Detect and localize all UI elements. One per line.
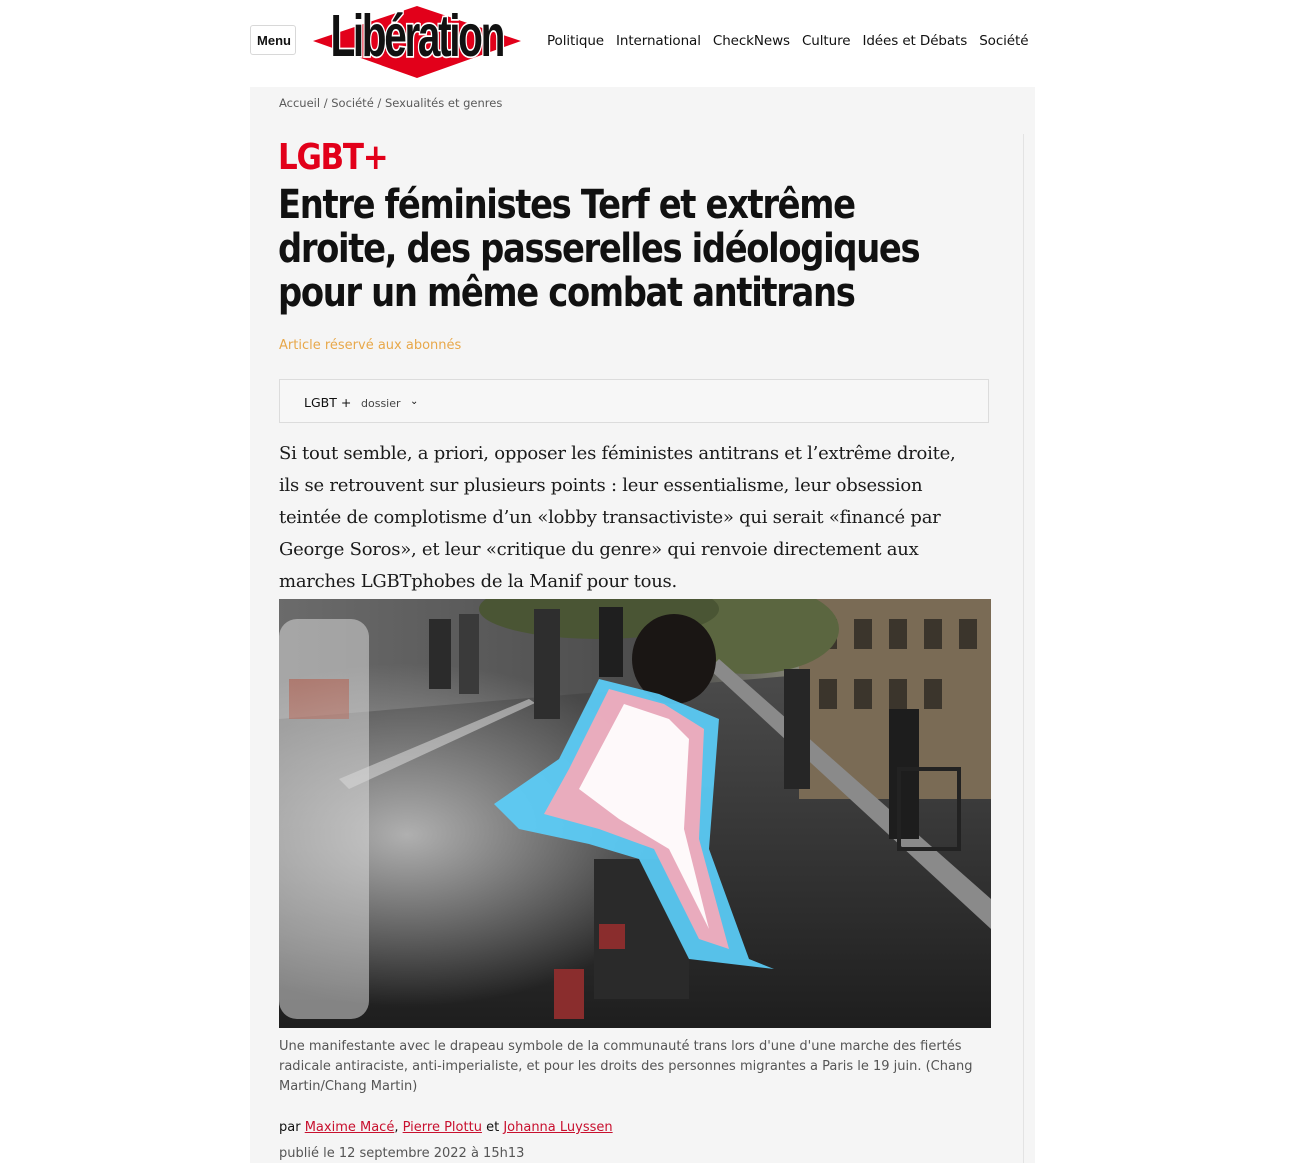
article-photo [279,599,991,1028]
publish-date: publié le 12 septembre 2022 à 15h13 [279,1146,525,1161]
nav-societe[interactable]: Société [979,33,1029,49]
nav-international[interactable]: International [616,33,701,49]
nav-idees-et-debats[interactable]: Idées et Débats [862,33,968,49]
article-lede: Si tout semble, a priori, opposer les féministes antitrans et l’extrême droite, ils se retrouvent sur plusieurs points : leur essentialisme, leur obsession teintée de complotisme d’un «lobby transactiviste» qui serait «financé par George Soros», et leur «critique du genre» qui renvoie directement aux marches LGBTphobes de la Manif pour tous. [279,443,956,592]
article-headline: Entre féministes Terf et extrême droite, des passerelles idéologiques pour un même combat antitrans [278,182,920,316]
nav-politique[interactable]: Politique [547,33,604,49]
breadcrumb[interactable]: Accueil / Société / Sexualités et genres [279,96,503,110]
dossier-selector[interactable] [279,379,989,423]
dossier-name: LGBT + [304,395,352,410]
menu-button[interactable]: Menu [250,25,296,55]
nav-checknews[interactable]: CheckNews [712,33,790,49]
chevron-down-icon: ⌄ [410,396,419,407]
byline-separator: , [394,1120,399,1135]
main-nav [547,33,1040,49]
photo-illustration [279,599,991,1028]
liberation-logo[interactable] [313,2,521,80]
author-link[interactable]: Pierre Plottu [402,1120,482,1135]
site-header [250,0,1035,84]
photo-caption: Une manifestante avec le drapeau symbole de la communauté trans lors d'une d'une marche des fiertés radicale antiraciste, anti-imperialiste, et pour les droits des personnes migrantes a Paris le 19 juin. (Chang Martin/Chang Martin) [279,1039,973,1094]
subscriber-note: Article réservé aux abonnés [279,338,462,353]
byline [279,1120,613,1135]
author-link[interactable]: Johanna Luyssen [503,1120,613,1135]
byline-prefix: par [279,1120,301,1135]
byline-separator: et [486,1120,500,1135]
logo-text: Libération [330,2,504,69]
dossier-label: dossier [361,397,401,410]
author-link[interactable]: Maxime Macé [304,1120,395,1135]
article-kicker[interactable]: LGBT+ [278,137,388,178]
column-divider [1023,134,1024,1163]
nav-culture[interactable]: Culture [801,33,851,49]
